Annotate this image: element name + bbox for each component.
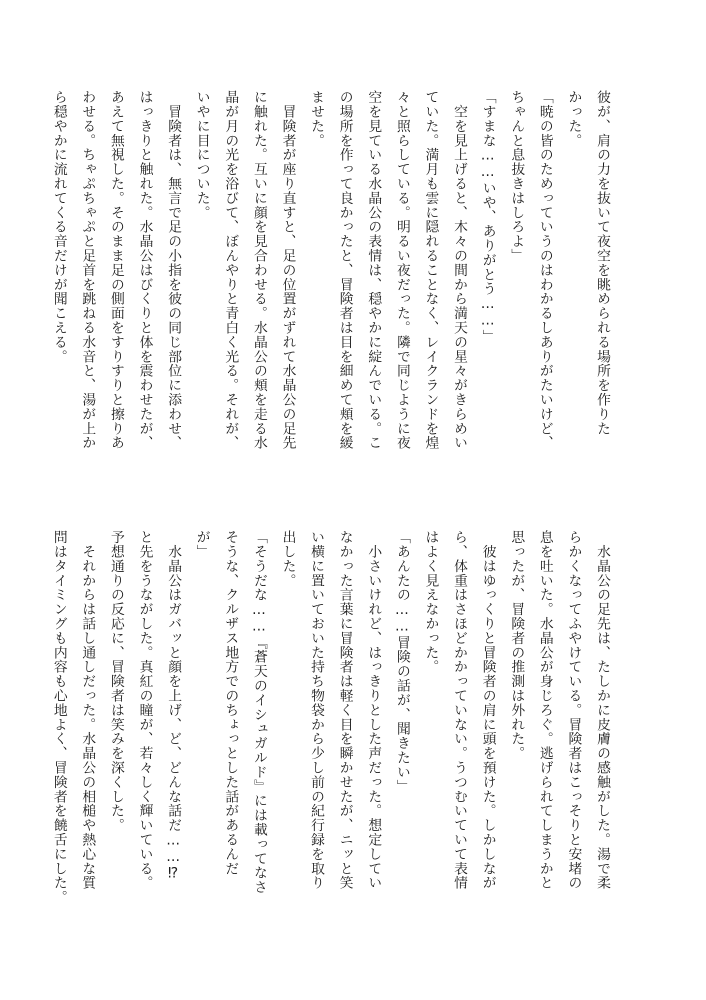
text-line: 冒険者は、無言で足の小指を彼の同じ部位に添わせ、 [165, 90, 182, 450]
text-line: ちゃんと息抜きはしろよ」 [508, 90, 525, 263]
text-line: 空を見ている水晶公の表情は、穏やかに綻んでいる。こ [365, 90, 382, 450]
text-line: 水晶公はガバッと顔を上げ、ど、どんな話だ……⁉ [165, 530, 182, 883]
text-line: 「そうだな……『蒼天のイシュガルド』には載ってなさ [250, 530, 267, 895]
text-line: はよく見えなかった。 [422, 530, 439, 674]
text-line: 予想通りの反応に、冒険者は笑みを深くした。 [107, 530, 124, 833]
text-line: 小さいけれど、はっきりとした声だった。想定してい [365, 530, 382, 890]
text-line: ら穏やかに流れてくる音だけが聞こえる。 [50, 90, 67, 364]
text-line: かった。 [565, 90, 582, 148]
text-line: 息を吐いた。水晶公が身じろぐ。逃げられてしまうかと [536, 530, 553, 890]
text-line: いやに目についた。 [193, 90, 210, 220]
text-block-top [44, 90, 616, 490]
text-line: 彼はゆっくりと冒険者の肩に頭を預けた。しかしなが [479, 530, 496, 890]
text-line: の場所を作って良かったと、冒険者は目を細めて頬を緩 [336, 90, 353, 450]
text-line: 空を見上げると、木々の間から満天の星々がきらめい [451, 90, 468, 450]
text-line: 彼が、肩の力を抜いて夜空を眺められる場所を作りた [594, 90, 610, 436]
text-line: ら、体重はさほどかかっていない。うつむいていて表情 [451, 530, 468, 890]
text-line: 「すまな……いや、ありがとう……」 [479, 90, 496, 344]
text-line: に触れた。互いに顔を見合わせる。水晶公の頬を走る水 [250, 90, 267, 450]
text-line: 水晶公の足先は、たしかに皮膚の感触がした。湯で柔 [594, 530, 610, 890]
text-line: ませた。 [308, 90, 325, 148]
text-line: 々と照らしている。明るい夜だった。隣で同じように夜 [393, 90, 410, 450]
text-line: そうな、クルザス地方でのちょっとした話があるんだ [222, 530, 239, 876]
text-block-bottom [44, 530, 616, 930]
text-line: ていた。満月も雲に隠れることなく、レイクランドを煌 [422, 90, 439, 450]
text-line: と先をうながした。真紅の瞳が、若々しく輝いている。 [136, 530, 153, 890]
text-line: 「あんたの……冒険の話が、聞きたい」 [393, 530, 410, 794]
text-line: らかくなってふやけている。冒険者はこっそりと安堵の [565, 530, 582, 890]
text-line: 問はタイミングも内容も心地よく、冒険者を饒舌にした。 [50, 530, 67, 905]
text-line: なかった言葉に冒険者は軽く目を瞬かせたが、ニッと笑 [336, 530, 353, 890]
text-line: 冒険者が座り直すと、足の位置がずれて水晶公の足先 [279, 90, 296, 450]
text-line: それからは話し通しだった。水晶公の相槌や熱心な質 [79, 530, 96, 890]
text-line: はっきりと触れた。水晶公はびくりと体を震わせたが、 [136, 90, 153, 450]
text-line: 晶が月の光を浴びて、ぼんやりと青白く光る。それが、 [222, 90, 239, 450]
text-line: 出した。 [279, 530, 296, 588]
text-line: 思ったが、冒険者の推測は外れた。 [508, 530, 525, 761]
text-line: わせる。ちゃぷちゃぷと足首を跳ねる水音と、湯が上か [79, 90, 96, 450]
text-line: あえて無視した。そのまま足の側面をすりすりと擦りあ [107, 90, 124, 450]
text-line: 「暁の皆のためっていうのはわかるしありがたいけど、 [536, 90, 553, 450]
text-line: が」 [193, 530, 210, 559]
text-line: い横に置いておいた持ち物袋から少し前の紀行録を取り [308, 530, 325, 890]
